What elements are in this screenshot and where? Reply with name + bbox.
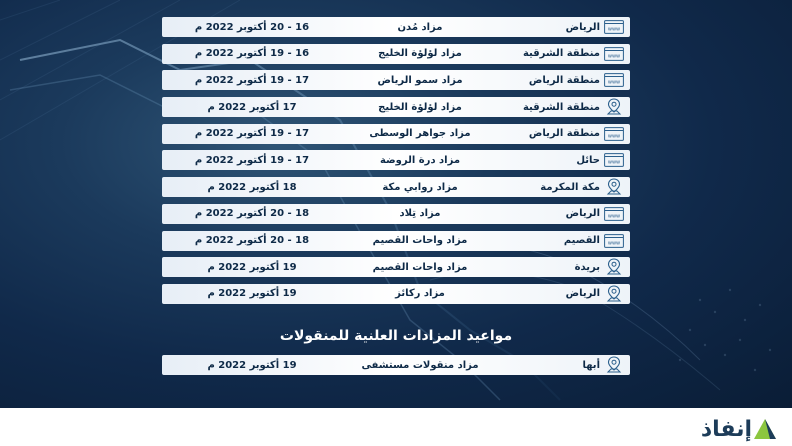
location-icon — [602, 97, 626, 117]
list-item — [162, 257, 630, 277]
web-icon — [602, 150, 626, 170]
auction-date: 19 أكتوبر 2022 م — [207, 288, 297, 300]
city-label: أبها — [582, 359, 600, 371]
auction-name: مزاد مُدن — [397, 21, 443, 33]
list-item — [162, 177, 630, 197]
movables-list — [162, 355, 630, 382]
location-icon — [602, 284, 626, 304]
city-label: منطقة الشرقية — [522, 48, 600, 60]
list-item — [162, 204, 630, 224]
web-icon — [602, 124, 626, 144]
auction-name: مزاد روابي مكة — [382, 181, 458, 193]
auction-name: مزاد منقولات مستشفى — [361, 359, 479, 371]
svg-text:www: www — [607, 240, 621, 246]
auction-date: 18 - 20 أكتوبر 2022 م — [194, 235, 310, 246]
city-label: الرياض — [565, 208, 600, 220]
list-item — [162, 355, 630, 375]
city-label: مكة المكرمة — [540, 181, 600, 193]
web-icon — [602, 204, 626, 224]
svg-text:www: www — [607, 159, 621, 166]
auction-date: 17 - 19 أكتوبر 2022 م — [194, 154, 310, 166]
city-label: منطقة الشرقية — [522, 101, 600, 113]
svg-text:www: www — [607, 133, 621, 140]
enfath-logo-icon — [752, 415, 778, 445]
auction-name: مزاد جواهر الوسطى — [369, 128, 471, 140]
auction-date: 17 أكتوبر 2022 م — [207, 101, 297, 113]
city-label: الرياض — [565, 21, 600, 33]
footer-bar — [0, 408, 792, 446]
auction-date: 18 - 20 أكتوبر 2022 م — [194, 208, 310, 220]
location-icon — [602, 355, 626, 375]
web-icon — [602, 231, 626, 251]
auction-name: مزاد لؤلؤة الخليج — [378, 48, 462, 60]
auction-name: مزاد واحات القصيم — [372, 235, 468, 246]
list-item — [162, 17, 630, 37]
auction-list — [162, 17, 630, 311]
auction-name: مزاد تِلاد — [399, 208, 441, 220]
auction-date: 16 - 20 أكتوبر 2022 م — [194, 21, 310, 33]
auction-date: 17 - 19 أكتوبر 2022 م — [194, 74, 310, 86]
list-item — [162, 150, 630, 170]
auction-date: 17 - 19 أكتوبر 2022 م — [194, 128, 310, 140]
auction-name: مزاد درة الروضة — [379, 154, 461, 166]
auction-name: مزاد واحات القصيم — [372, 261, 468, 273]
auction-name: مزاد ركائز — [395, 288, 445, 300]
list-item — [162, 44, 630, 64]
city-label: منطقة الرياض — [528, 128, 600, 140]
auction-date: 19 أكتوبر 2022 م — [207, 359, 297, 371]
list-item — [162, 231, 630, 251]
web-icon — [602, 70, 626, 90]
movables-section-title: مواعيد المزادات العلنية للمنقولات — [279, 328, 513, 344]
list-item — [162, 97, 630, 117]
auction-date: 16 - 19 أكتوبر 2022 م — [194, 48, 310, 60]
city-label: بريدة — [574, 261, 600, 273]
logo-text: إنفاذ — [700, 417, 752, 442]
location-icon — [602, 257, 626, 277]
city-label: منطقة الرياض — [528, 74, 600, 86]
auction-name: مزاد لؤلؤة الخليج — [378, 101, 462, 113]
city-label: القصيم — [563, 235, 600, 246]
list-item — [162, 284, 630, 304]
auction-name: مزاد سمو الرياض — [377, 74, 463, 86]
svg-text:www: www — [607, 213, 621, 220]
svg-text:www: www — [607, 53, 621, 60]
auction-date: 18 أكتوبر 2022 م — [207, 181, 297, 193]
location-icon — [602, 177, 626, 197]
auction-date: 19 أكتوبر 2022 م — [207, 261, 297, 273]
web-icon — [602, 17, 626, 37]
city-label: حائل — [576, 154, 600, 166]
web-icon — [602, 44, 626, 64]
svg-text:www: www — [607, 26, 621, 33]
city-label: الرياض — [565, 288, 600, 300]
list-item — [162, 124, 630, 144]
enfath-logo — [697, 413, 778, 446]
svg-text:www: www — [607, 79, 621, 86]
list-item — [162, 70, 630, 90]
